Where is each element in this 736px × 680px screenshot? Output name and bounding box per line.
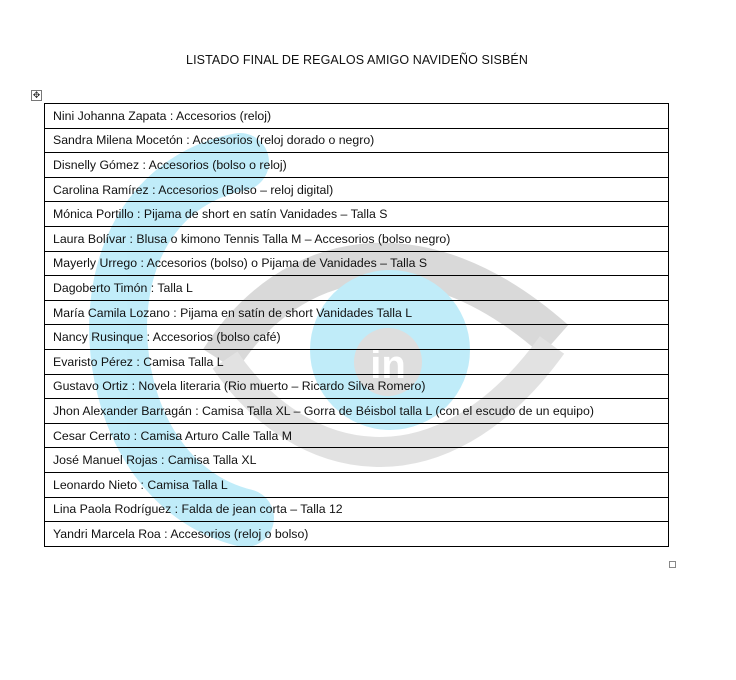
row-text: Nancy Rusinque : Accesorios (bolso café) [53,330,281,345]
row-text: Cesar Cerrato : Camisa Arturo Calle Talla M [53,428,292,443]
row-text: Jhon Alexander Barragán : Camisa Talla XL – Gorra de Béisbol talla L (con el escudo de un equipo) [53,403,594,418]
table-cell[interactable] [45,202,669,227]
table-row [45,128,669,153]
table-cell[interactable] [45,349,669,374]
table-cell[interactable] [45,522,669,547]
table-row [45,300,669,325]
row-text: Gustavo Ortiz : Novela literaria (Rio muerto – Ricardo Silva Romero) [53,379,426,394]
table-cell[interactable] [45,153,669,178]
table-row [45,202,669,227]
table-cell[interactable] [45,325,669,350]
table-row [45,522,669,547]
table-cell[interactable] [45,226,669,251]
table-row [45,448,669,473]
table-row [45,497,669,522]
row-text: Lina Paola Rodríguez : Falda de jean corta – Talla 12 [53,502,343,517]
table-row [45,276,669,301]
document-title: LISTADO FINAL DE REGALOS AMIGO NAVIDEÑO SISBÉN [186,53,528,67]
table-cell[interactable] [45,128,669,153]
table-row [45,325,669,350]
table-cell[interactable] [45,399,669,424]
row-text: Mayerly Urrego : Accesorios (bolso) o Pijama de Vanidades – Talla S [53,256,428,271]
table-cell[interactable] [45,177,669,202]
table-cell[interactable] [45,104,669,129]
row-text: Leonardo Nieto : Camisa Talla L [53,477,228,492]
row-text: Disnelly Gómez : Accesorios (bolso o reloj) [53,157,287,172]
table-row [45,349,669,374]
row-text: Mónica Portillo : Pijama de short en satín Vanidades – Talla S [53,207,388,222]
row-text: María Camila Lozano : Pijama en satín de short Vanidades Talla L [53,305,413,320]
row-text: Carolina Ramírez : Accesorios (Bolso – reloj digital) [53,182,334,197]
watermark-pupil-text: in [370,343,406,387]
row-text: Sandra Milena Mocetón : Accesorios (reloj dorado o negro) [53,133,375,148]
table-cell[interactable] [45,497,669,522]
table-cell[interactable] [45,374,669,399]
row-text: Evaristo Pérez : Camisa Talla L [53,354,224,369]
table-row [45,374,669,399]
table-cell[interactable] [45,472,669,497]
gift-list-table [44,103,669,547]
row-text: Laura Bolívar : Blusa o kimono Tennis Talla M – Accesorios (bolso negro) [53,231,451,246]
row-text: Dagoberto Timón : Talla L [53,280,193,295]
row-text: Nini Johanna Zapata : Accesorios (reloj) [53,108,272,123]
table-row [45,104,669,129]
table-row [45,399,669,424]
table-cell[interactable] [45,300,669,325]
table-row [45,423,669,448]
table-row [45,177,669,202]
table-cell[interactable] [45,251,669,276]
table-row [45,251,669,276]
row-text: Yandri Marcela Roa : Accesorios (reloj o bolso) [53,526,309,541]
table-cell[interactable] [45,448,669,473]
table-cell[interactable] [45,276,669,301]
table-move-handle-icon[interactable]: ✥ [32,90,41,100]
row-text: José Manuel Rojas : Camisa Talla XL [53,453,257,468]
table-row [45,226,669,251]
table-cell[interactable] [45,423,669,448]
table-resize-handle[interactable] [669,561,676,568]
table-row [45,153,669,178]
table-row [45,472,669,497]
